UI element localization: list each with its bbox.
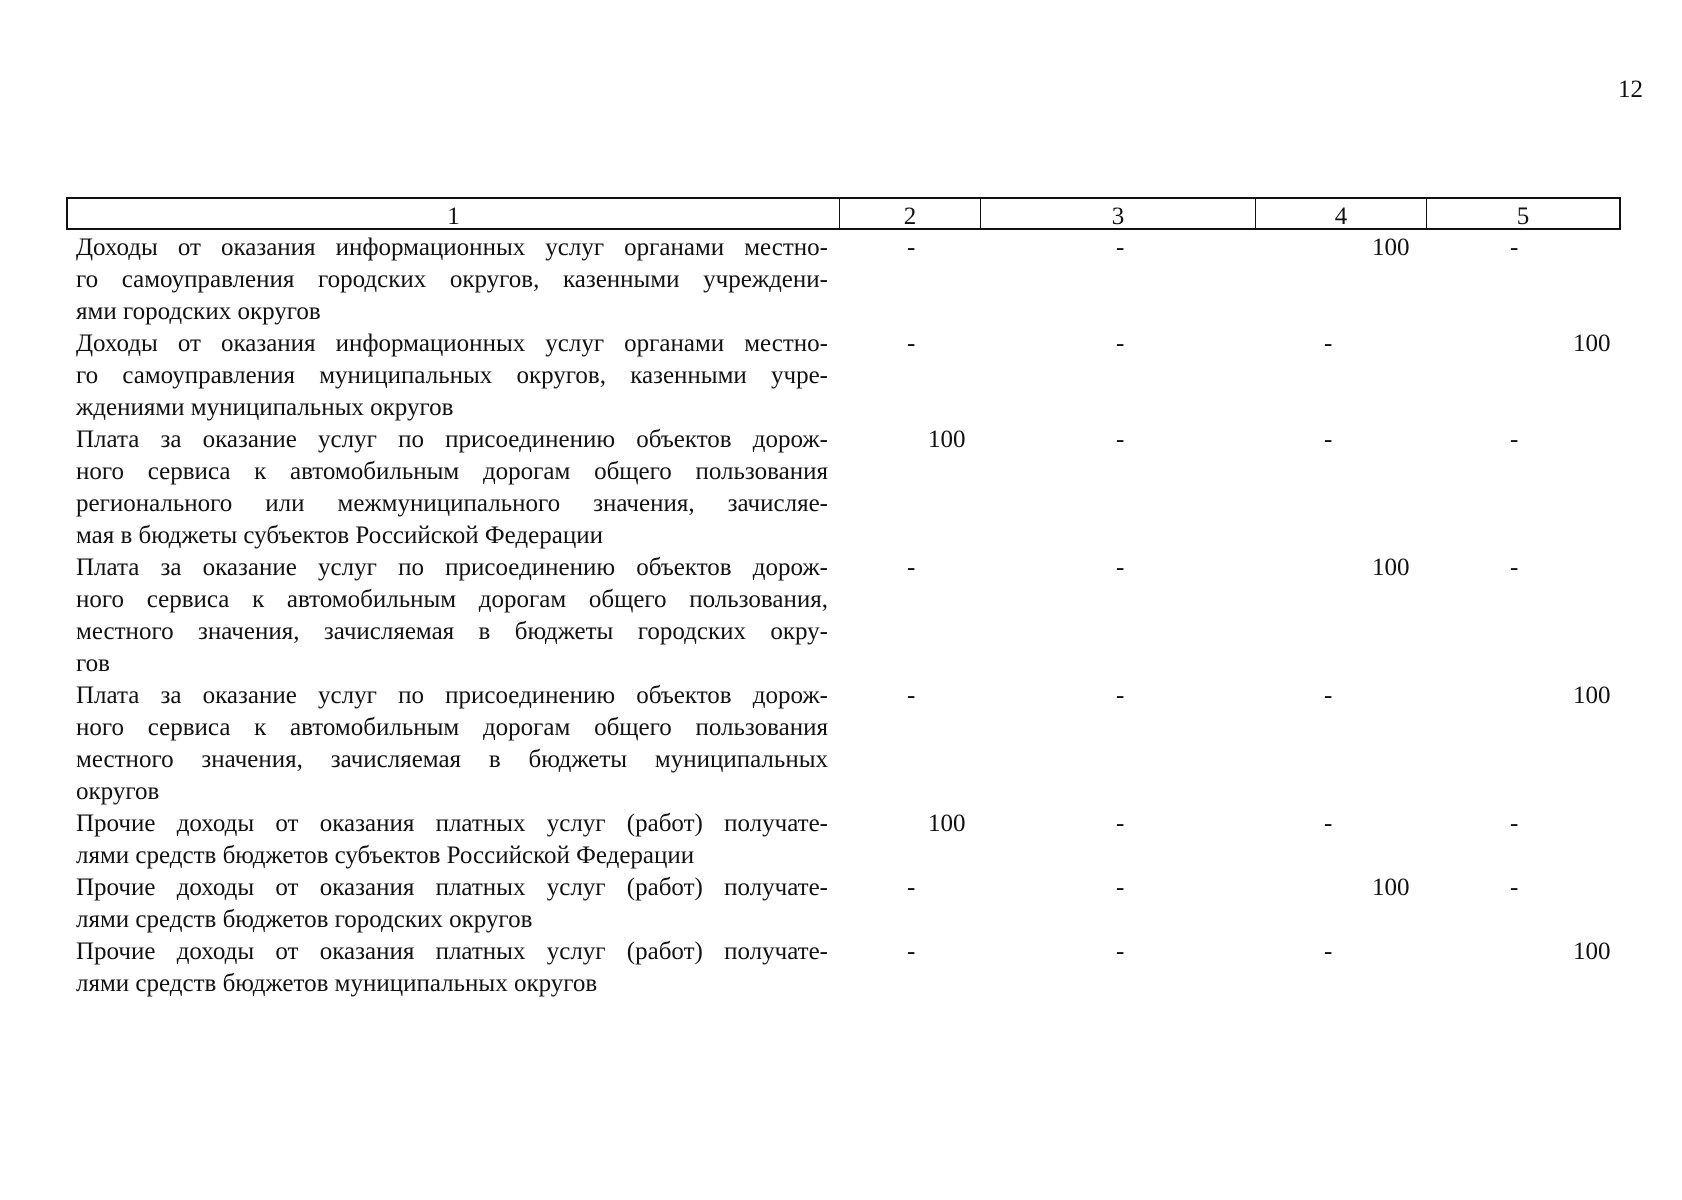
cell-col-3: - [1116, 426, 1125, 453]
page-number: 12 [1618, 76, 1643, 103]
row-description [76, 232, 828, 328]
row-description-line: местного значения, зачисляемая в бюджеты городских окру- [76, 618, 828, 645]
table-row [76, 232, 1636, 328]
row-description-line: Прочие доходы от оказания платных услуг (работ) получате- [76, 938, 828, 965]
cell-col-5: 100 [1573, 682, 1611, 709]
cell-col-5: 100 [1573, 938, 1611, 965]
row-description [76, 936, 828, 1000]
row-description-line: местного значения, зачисляемая в бюджеты муниципальных [76, 746, 828, 773]
cell-col-2: - [907, 554, 916, 581]
cell-col-4: 100 [1372, 554, 1410, 581]
row-description-line: Прочие доходы от оказания платных услуг (работ) получате- [76, 810, 828, 837]
cell-col-3: - [1116, 938, 1125, 965]
cell-col-3: - [1116, 874, 1125, 901]
cell-col-5: - [1510, 426, 1519, 453]
table-row [76, 872, 1636, 936]
cell-col-5: - [1510, 874, 1519, 901]
cell-col-2: - [907, 330, 916, 357]
row-description [76, 424, 828, 552]
cell-col-3: - [1116, 234, 1125, 261]
cell-col-2: - [907, 938, 916, 965]
cell-col-5: 100 [1573, 330, 1611, 357]
table-row [76, 680, 1636, 808]
cell-col-4: - [1324, 426, 1333, 453]
row-description-line: ного сервиса к автомобильным дорогам общего пользования [76, 458, 828, 485]
header-col-5: 5 [1516, 203, 1530, 230]
cell-col-2: 100 [928, 426, 966, 453]
row-description [76, 680, 828, 808]
row-description-line: лями средств бюджетов городских округов [76, 906, 533, 933]
row-description-line: лями средств бюджетов муниципальных округов [76, 970, 598, 997]
cell-col-4: - [1324, 938, 1333, 965]
cell-col-4: - [1324, 810, 1333, 837]
row-description-line: лями средств бюджетов субъектов Российской Федерации [76, 842, 695, 869]
header-col-2: 2 [840, 199, 981, 230]
row-description-line: гов [76, 650, 110, 677]
header-col-3: 3 [981, 199, 1256, 230]
cell-col-3: - [1116, 554, 1125, 581]
row-description-line: Плата за оказание услуг по присоединению объектов дорож- [76, 554, 828, 581]
cell-col-4: - [1324, 330, 1333, 357]
table-header [66, 197, 1621, 230]
row-description [76, 328, 828, 424]
header-col-1: 1 [68, 199, 840, 230]
row-description [76, 872, 828, 936]
cell-col-5: - [1510, 554, 1519, 581]
cell-col-5: - [1510, 810, 1519, 837]
row-description-line: Прочие доходы от оказания платных услуг (работ) получате- [76, 874, 828, 901]
header-col-4: 4 [1256, 199, 1427, 230]
row-description-line: мая в бюджеты субъектов Российской Федерации [76, 522, 603, 549]
table-row [76, 808, 1636, 872]
table-row [76, 552, 1636, 680]
row-description-line: ного сервиса к автомобильным дорогам общего пользования [76, 714, 828, 741]
row-description-line: ждениями муниципальных округов [76, 394, 454, 421]
table-row [76, 936, 1636, 1000]
cell-col-3: - [1116, 682, 1125, 709]
row-description-line: Плата за оказание услуг по присоединению объектов дорож- [76, 426, 828, 453]
row-description-line: ного сервиса к автомобильным дорогам общего пользования, [76, 586, 828, 613]
row-description-line: округов [76, 778, 160, 805]
cell-col-3: - [1116, 330, 1125, 357]
cell-col-3: - [1116, 810, 1125, 837]
cell-col-5: - [1510, 234, 1519, 261]
row-description-line: го самоуправления муниципальных округов, казенными учре- [76, 362, 828, 389]
row-description-line: Доходы от оказания информационных услуг органами местно- [76, 234, 828, 261]
row-description-line: регионального или межмуниципального значения, зачисляе- [76, 490, 828, 517]
row-description-line: Доходы от оказания информационных услуг органами местно- [76, 330, 828, 357]
cell-col-4: 100 [1372, 874, 1410, 901]
cell-col-2: - [907, 234, 916, 261]
table-body [76, 232, 1636, 1000]
cell-col-2: - [907, 682, 916, 709]
cell-col-4: 100 [1372, 234, 1410, 261]
cell-col-4: - [1324, 682, 1333, 709]
row-description [76, 552, 828, 680]
row-description-line: ями городских округов [76, 298, 321, 325]
row-description-line: го самоуправления городских округов, казенными учреждени- [76, 266, 828, 293]
cell-col-2: 100 [928, 810, 966, 837]
row-description [76, 808, 828, 872]
table-row [76, 424, 1636, 552]
table-row [76, 328, 1636, 424]
row-description-line: Плата за оказание услуг по присоединению объектов дорож- [76, 682, 828, 709]
cell-col-2: - [907, 874, 916, 901]
